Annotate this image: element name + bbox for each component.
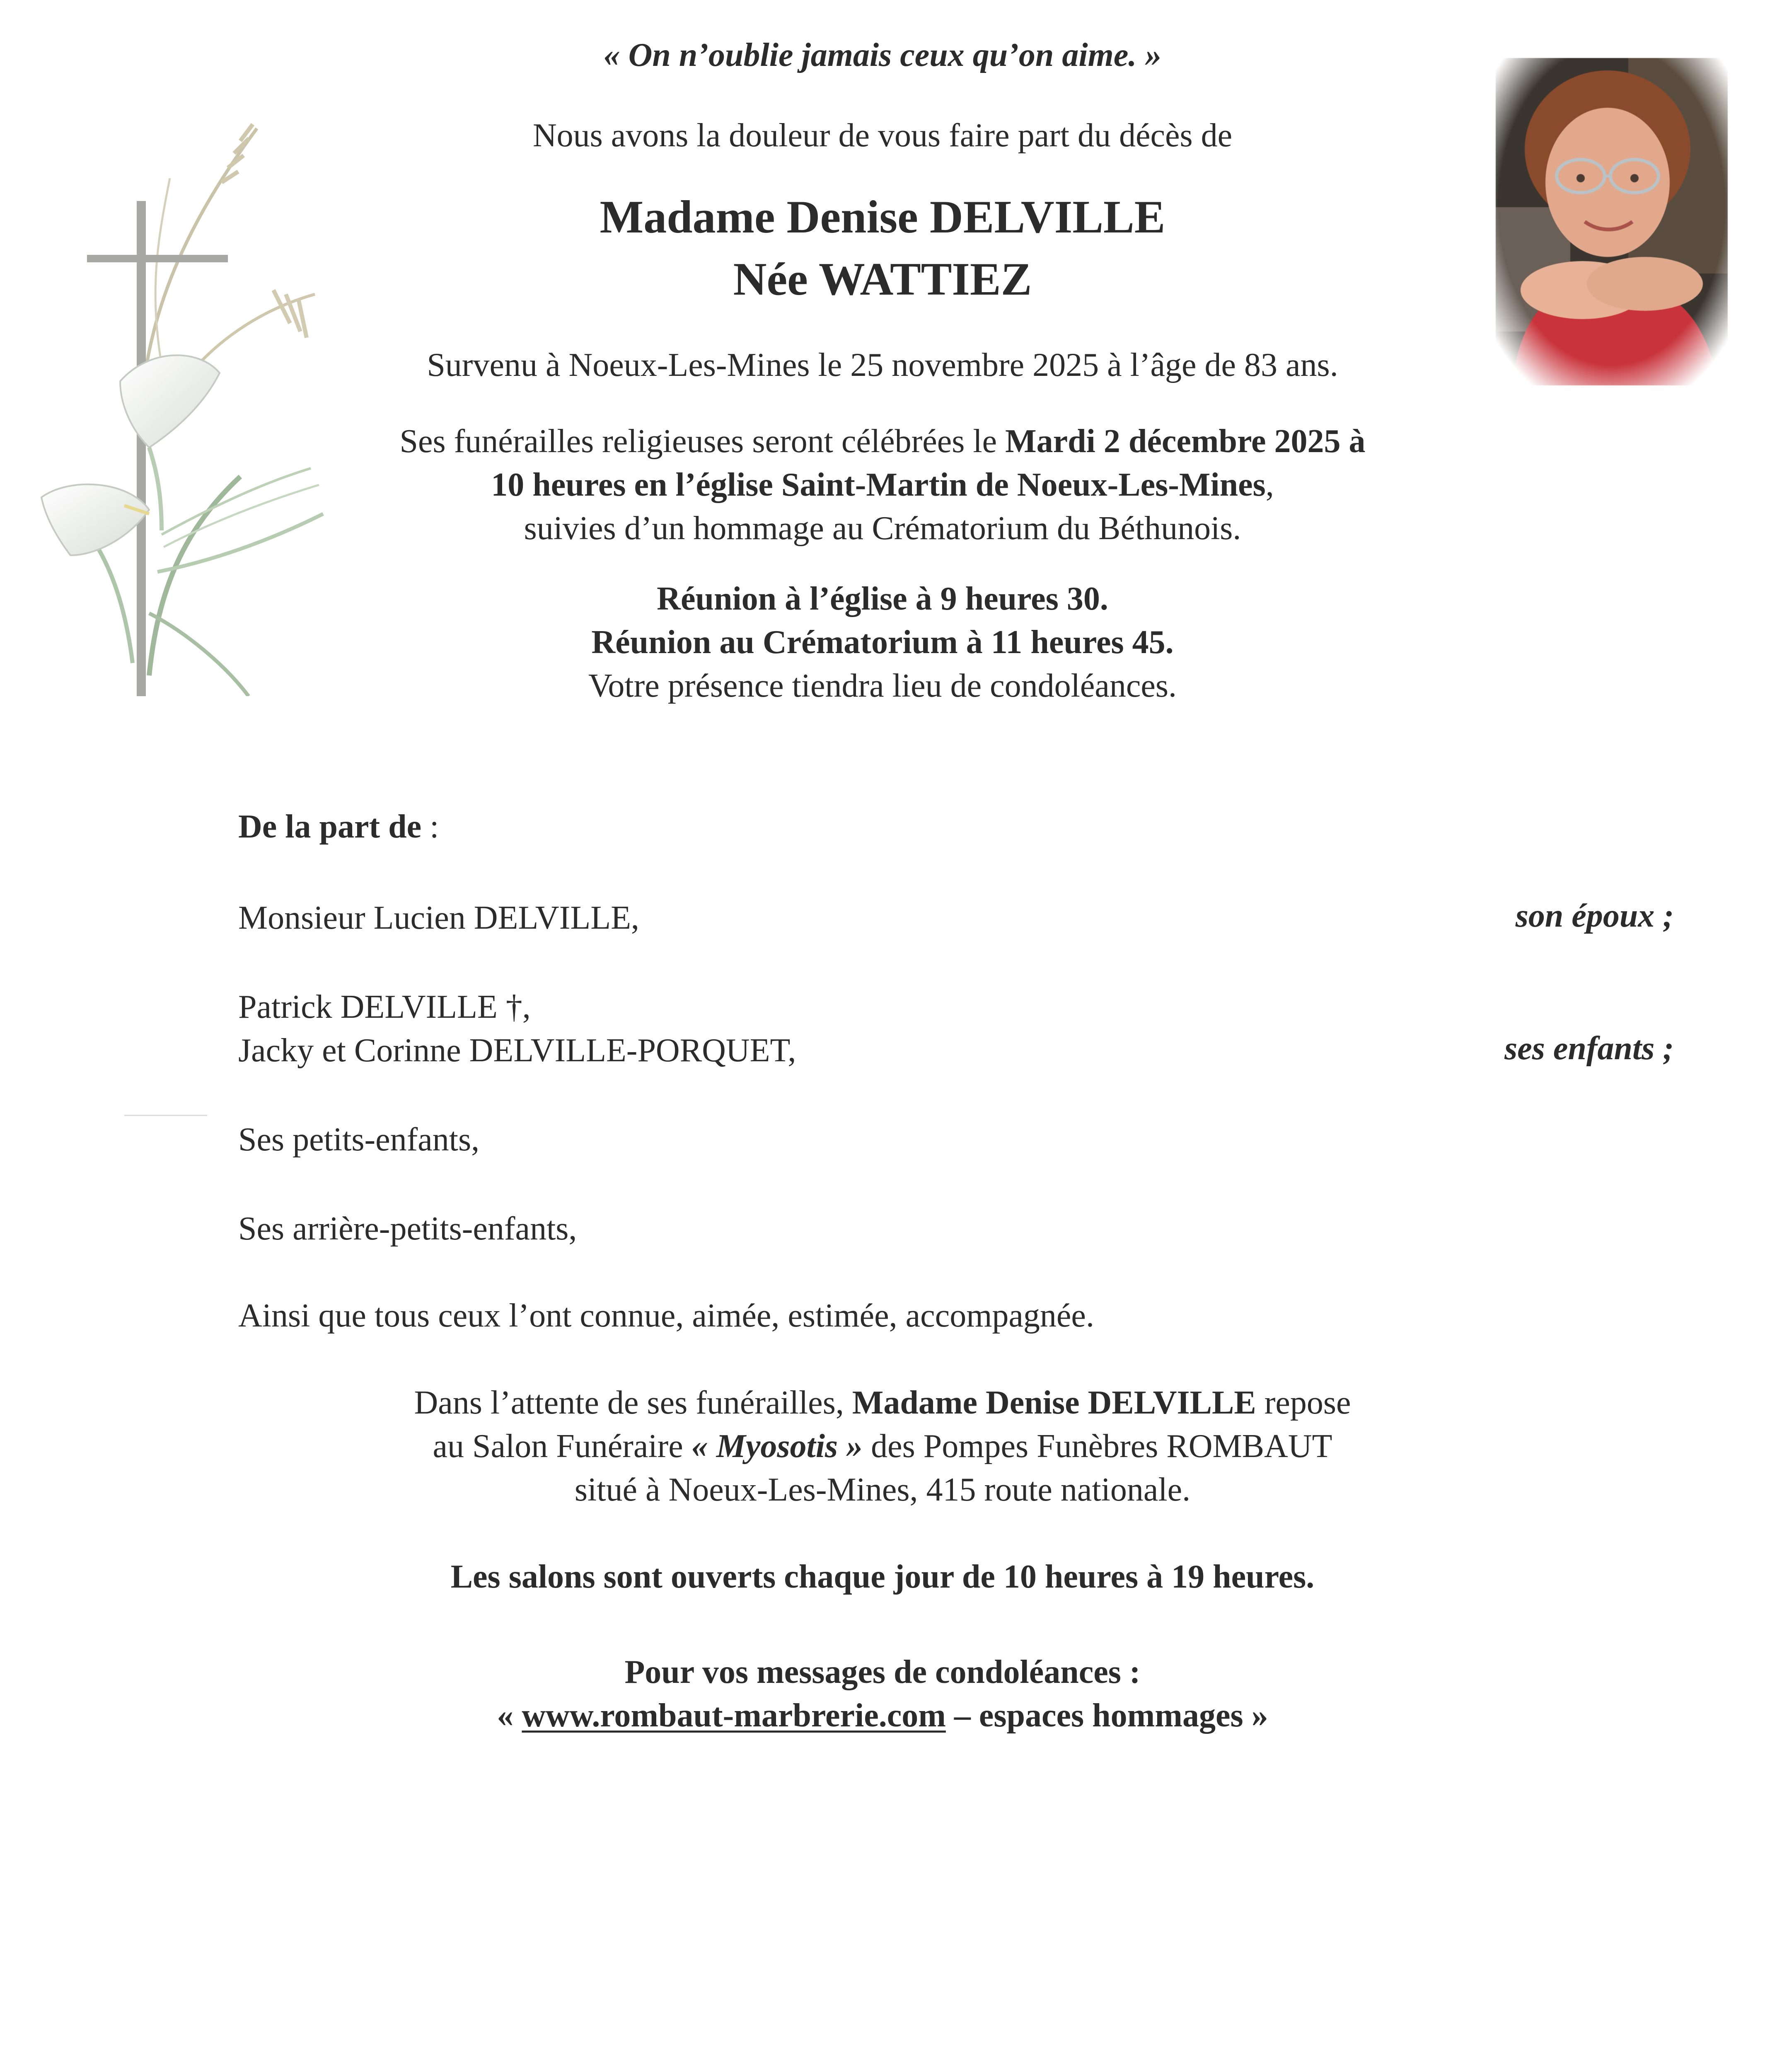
condolences-note: Votre présence tiendra lieu de condoléances. xyxy=(588,668,1177,704)
rest-name: Madame Denise DELVILLE xyxy=(852,1385,1256,1421)
condolences-website-link[interactable]: www.rombaut-marbrerie.com xyxy=(522,1697,946,1734)
rest-verb: repose xyxy=(1256,1385,1351,1421)
funeral-line-2 xyxy=(0,466,1765,504)
meeting-crematorium: Réunion au Crématorium à 11 heures 45. xyxy=(591,624,1174,661)
salon-company: des Pompes Funèbres ROMBAUT xyxy=(863,1428,1332,1464)
funeral-line-3: suivies d’un hommage au Crématorium du Béthunois. xyxy=(524,510,1241,547)
others-line: Ainsi que tous ceux l’ont connue, aimée, estimée, accompagnée. xyxy=(238,1297,1094,1334)
rest-intro: Dans l’attente de ses funérailles, xyxy=(414,1385,852,1421)
meeting-church: Réunion à l’église à 9 heures 30. xyxy=(657,581,1108,617)
family-heading xyxy=(238,808,439,846)
child-2: Jacky et Corinne DELVILLE-PORQUET, xyxy=(238,1032,796,1069)
messages-tail: – espaces hommages » xyxy=(945,1697,1268,1734)
salon-name: « Myosotis » xyxy=(691,1428,863,1464)
deceased-name: Madame Denise DELVILLE xyxy=(600,191,1165,243)
funeral-date: Mardi 2 décembre 2025 à xyxy=(1005,423,1366,460)
funeral-time-place: 10 heures en l’église Saint-Martin de Noeux-Les-Mines xyxy=(491,467,1266,503)
funeral-line-2-tail: , xyxy=(1265,467,1274,503)
rest-line-2 xyxy=(0,1428,1765,1465)
left-edge-rule xyxy=(124,1115,207,1116)
great-grandchildren: Ses arrière-petits-enfants, xyxy=(238,1210,577,1247)
death-line: Survenu à Noeux-Les-Mines le 25 novembre 2025 à l’âge de 83 ans. xyxy=(427,347,1338,383)
funeral-intro: Ses funérailles religieuses seront célébrées le xyxy=(399,423,1006,460)
grandchildren: Ses petits-enfants, xyxy=(238,1121,480,1158)
spouse-relation: son époux ; xyxy=(1515,898,1674,934)
memorial-quote: « On n’oublie jamais ceux qu’on aime. » xyxy=(603,37,1162,73)
funeral-line-1 xyxy=(0,423,1765,460)
intro-text: Nous avons la douleur de vous faire part du décès de xyxy=(532,117,1233,154)
salon-intro: au Salon Funéraire xyxy=(433,1428,691,1464)
rest-line-3: situé à Noeux-Les-Mines, 415 route nationale. xyxy=(574,1472,1191,1508)
family-heading-colon: : xyxy=(421,808,439,845)
spouse-name: Monsieur Lucien DELVILLE, xyxy=(238,900,639,936)
family-heading-label: De la part de xyxy=(238,808,422,845)
children-relation: ses enfants ; xyxy=(1504,1030,1674,1067)
messages-open-quote: « xyxy=(497,1697,522,1734)
rest-line-1 xyxy=(0,1384,1765,1422)
child-1: Patrick DELVILLE †, xyxy=(238,989,531,1025)
salon-hours: Les salons sont ouverts chaque jour de 10 heures à 19 heures. xyxy=(450,1559,1315,1595)
messages-title: Pour vos messages de condoléances : xyxy=(624,1654,1141,1690)
messages-link-line xyxy=(0,1697,1765,1735)
birth-name: Née WATTIEZ xyxy=(733,254,1032,305)
